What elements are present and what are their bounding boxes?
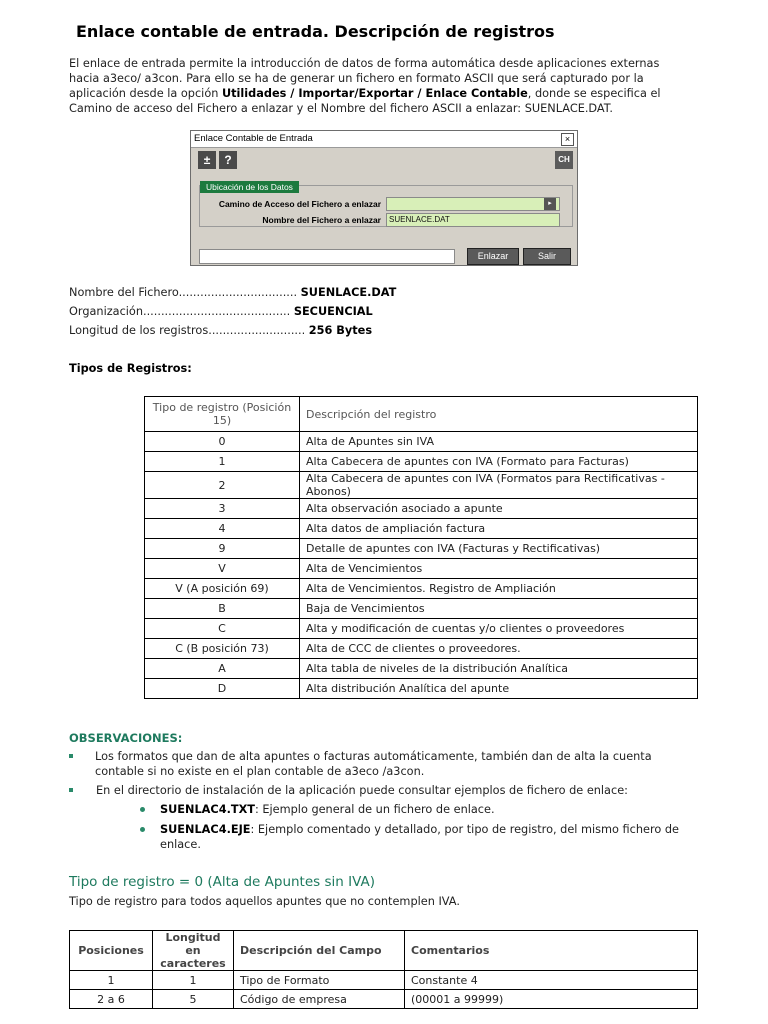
table-header: Longitud en caracteres xyxy=(153,931,234,971)
table-row xyxy=(145,432,698,452)
table-cell: Tipo de Formato xyxy=(234,971,405,990)
table-header: Descripción del registro xyxy=(300,397,698,432)
intro-text-2: , donde se especifica el Camino de acceso del Fichero a enlazar y el Nombre del fichero ASCII a enlazar: SUENLACE.DAT. xyxy=(69,87,661,115)
table-row xyxy=(145,499,698,519)
dialog-titlebar xyxy=(191,131,577,148)
table-header: Comentarios xyxy=(405,931,698,971)
table-cell: 5 xyxy=(153,990,234,1009)
table-row xyxy=(145,659,698,679)
intro-menu-path: Utilidades / Importar/Exportar / Enlace Contable xyxy=(221,87,528,100)
section-title-tipo-0: Tipo de registro = 0 (Alta de Apuntes sin IVA) xyxy=(69,874,375,890)
table-cell: (00001 a 99999) xyxy=(405,990,698,1009)
file-info-value: SUENLACE.DAT xyxy=(300,286,397,299)
file-info-length xyxy=(69,324,372,337)
table-cell: Alta distribución Analítica del apunte xyxy=(300,679,698,699)
list-item xyxy=(69,802,699,817)
table-cell: Alta observación asociado a apunte xyxy=(300,499,698,519)
table-row xyxy=(145,599,698,619)
file-info-label: Longitud de los registros........................... xyxy=(69,324,306,337)
file-info-label: Nombre del Fichero................................. xyxy=(69,286,298,299)
table-row xyxy=(145,472,698,499)
section-description: Tipo de registro para todos aquellos apuntes que no contemplen IVA. xyxy=(69,895,460,908)
table-row xyxy=(70,971,698,990)
observaciones-title: OBSERVACIONES: xyxy=(69,731,183,745)
file-info-name xyxy=(69,286,396,299)
status-field xyxy=(199,249,455,264)
table-cell: Alta tabla de niveles de la distribución Analítica xyxy=(300,659,698,679)
table-row xyxy=(145,619,698,639)
table-cell: 3 xyxy=(145,499,300,519)
square-bullet-icon xyxy=(69,788,73,792)
browse-icon[interactable]: ▸ xyxy=(544,198,556,210)
table-row xyxy=(145,559,698,579)
table-cell: B xyxy=(145,599,300,619)
dot-bullet-icon xyxy=(140,827,145,832)
table-cell: 4 xyxy=(145,519,300,539)
table-cell: Código de empresa xyxy=(234,990,405,1009)
panel-tab-ubicacion[interactable]: Ubicación de los Datos xyxy=(200,181,299,193)
dot-bullet-icon xyxy=(140,807,145,812)
table-cell: Alta y modificación de cuentas y/o clientes o proveedores xyxy=(300,619,698,639)
table-cell: 2 a 6 xyxy=(70,990,153,1009)
table-cell: 1 xyxy=(145,452,300,472)
enlazar-button[interactable]: Enlazar xyxy=(467,248,519,265)
enlace-dialog xyxy=(190,130,578,266)
file-info-value: SECUENCIAL xyxy=(293,305,373,318)
campos-table xyxy=(69,930,698,1009)
file-info-value: 256 Bytes xyxy=(308,324,373,337)
ch-button[interactable]: CH xyxy=(555,151,573,169)
section-title-tipos: Tipos de Registros: xyxy=(69,362,192,375)
table-cell: Alta de Vencimientos. Registro de Ampliación xyxy=(300,579,698,599)
file-info-organization xyxy=(69,305,373,318)
dialog-toolbar xyxy=(191,148,577,170)
help-icon[interactable]: ? xyxy=(219,151,237,169)
path-label: Camino de Acceso del Fichero a enlazar xyxy=(218,199,381,209)
table-cell: D xyxy=(145,679,300,699)
intro-paragraph xyxy=(69,56,689,116)
table-row xyxy=(145,539,698,559)
table-header: Descripción del Campo xyxy=(234,931,405,971)
table-cell: Alta de CCC de clientes o proveedores. xyxy=(300,639,698,659)
sub-item-text: : Ejemplo general de un fichero de enlace. xyxy=(255,803,495,816)
list-item xyxy=(69,783,699,798)
tipos-registro-table xyxy=(144,396,698,699)
table-cell: Alta de Vencimientos xyxy=(300,559,698,579)
close-icon[interactable]: × xyxy=(561,133,574,146)
plus-minus-icon[interactable]: ± xyxy=(198,151,216,169)
sub-item-text: : Ejemplo comentado y detallado, por tipo de registro, del mismo fichero de enlace. xyxy=(160,823,680,851)
page-title: Enlace contable de entrada. Descripción de registros xyxy=(76,22,555,41)
table-cell: 1 xyxy=(70,971,153,990)
intro-text-1: El enlace de entrada permite la introducción de datos de forma automática desde aplicaciones externas hacia a3eco/ a3con. Para ello se ha de generar un fichero en formato ASCII que será capturado por la aplicación desde la opción xyxy=(69,57,660,100)
path-input[interactable] xyxy=(386,197,560,211)
table-cell: 2 xyxy=(145,472,300,499)
table-row xyxy=(145,452,698,472)
table-cell: C xyxy=(145,619,300,639)
table-cell: V (A posición 69) xyxy=(145,579,300,599)
table-cell: Alta Cabecera de apuntes con IVA (Formato para Facturas) xyxy=(300,452,698,472)
table-cell: 1 xyxy=(153,971,234,990)
table-row xyxy=(145,579,698,599)
filename-input[interactable]: SUENLACE.DAT xyxy=(386,213,560,227)
table-cell: Alta de Apuntes sin IVA xyxy=(300,432,698,452)
salir-button[interactable]: Salir xyxy=(523,248,571,265)
table-cell: V xyxy=(145,559,300,579)
square-bullet-icon xyxy=(69,754,73,758)
file-name: SUENLAC4.TXT xyxy=(160,803,255,816)
bullet-text: En el directorio de instalación de la aplicación puede consultar ejemplos de fichero de enlace: xyxy=(96,784,628,797)
table-row xyxy=(70,990,698,1009)
filename-label: Nombre del Fichero a enlazar xyxy=(262,215,381,225)
table-row xyxy=(145,639,698,659)
table-header: Tipo de registro (Posición 15) xyxy=(145,397,300,432)
list-item xyxy=(69,749,699,779)
table-cell: Alta Cabecera de apuntes con IVA (Formatos para Rectificativas - Abonos) xyxy=(300,472,698,499)
table-header: Posiciones xyxy=(70,931,153,971)
table-cell: Baja de Vencimientos xyxy=(300,599,698,619)
table-cell: 9 xyxy=(145,539,300,559)
file-info-label: Organización......................................... xyxy=(69,305,291,318)
file-name: SUENLAC4.EJE xyxy=(160,823,251,836)
table-row xyxy=(145,679,698,699)
table-cell: Detalle de apuntes con IVA (Facturas y Rectificativas) xyxy=(300,539,698,559)
table-cell: Alta datos de ampliación factura xyxy=(300,519,698,539)
table-cell: A xyxy=(145,659,300,679)
table-cell: 0 xyxy=(145,432,300,452)
table-cell: C (B posición 73) xyxy=(145,639,300,659)
list-item xyxy=(69,822,699,852)
bullet-text: Los formatos que dan de alta apuntes o facturas automáticamente, también dan de alta la cuenta contable si no existe en el plan contable de a3eco /a3con. xyxy=(95,750,652,778)
table-row xyxy=(145,519,698,539)
table-cell: Constante 4 xyxy=(405,971,698,990)
dialog-title: Enlace Contable de Entrada xyxy=(194,133,313,144)
